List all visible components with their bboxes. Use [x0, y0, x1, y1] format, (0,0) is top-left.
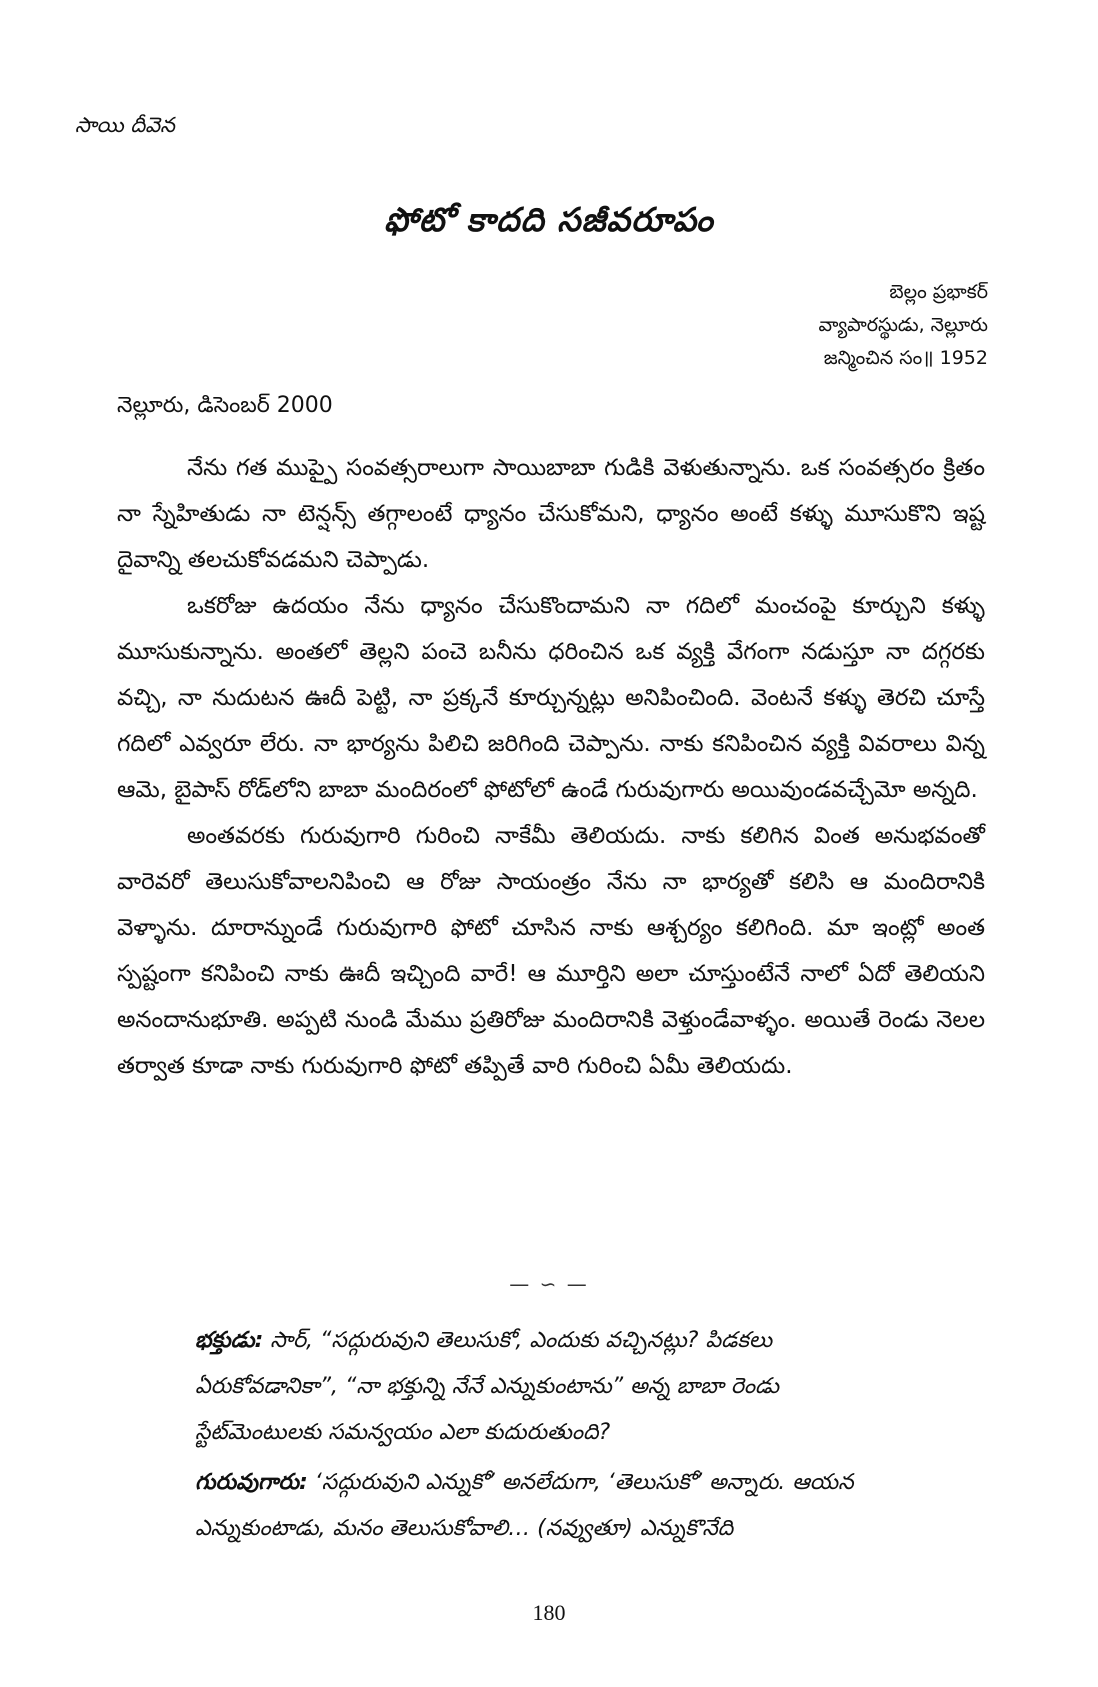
- body-paragraph: నేను గత ముప్పై సంవత్సరాలుగా సాయిబాబా గుడికి వెళుతున్నాను. ఒక సంవత్సరం క్రితం నా స్నేహితుడు నా టెన్షన్స్ తగ్గాలంటే ధ్యానం చేసుకోమని, ధ్యానం అంటే కళ్ళు మూసుకొని ఇష్ట దైవాన్ని తలచుకోవడమని చెప్పాడు.: [117, 455, 985, 573]
- qa-section: [195, 1318, 900, 1556]
- running-head: సాయి దీవెన: [75, 113, 175, 137]
- qa-entry: [195, 1318, 900, 1456]
- author-block: [819, 276, 988, 375]
- qa-text: సార్, “సద్గురువుని తెలుసుకో, ఎందుకు వచ్చినట్లు? పిడకలు ఏరుకోవడానికా”, “నా భక్తున్ని నేనే ఎన్నుకుంటాను” అన్న బాబా రెండు స్టేట్‌మెంటులకు సమన్వయం ఎలా కుదురుతుంది?: [195, 1328, 779, 1445]
- qa-entry: [195, 1460, 900, 1552]
- qa-text: ‘సద్గురువుని ఎన్నుకో’ అనలేదుగా, ‘తెలుసుకో’ అన్నారు. ఆయన ఎన్నుకుంటాడు, మనం తెలుసుకోవాలి… (నవ్వుతూ) ఎన్నుకొనేది: [195, 1470, 854, 1541]
- qa-speaker-guru: గురువుగారు:: [195, 1470, 308, 1495]
- page-number: 180: [532, 1600, 566, 1625]
- author-occupation: వ్యాపారస్థుడు, నెల్లూరు: [818, 314, 988, 336]
- author-birth-year: జన్మించిన సం॥ 1952: [823, 347, 988, 369]
- dateline: నెల్లూరు, డిసెంబర్ 2000: [117, 393, 333, 418]
- body-paragraph: అంతవరకు గురువుగారి గురించి నాకేమీ తెలియదు. నాకు కలిగిన వింత అనుభవంతో వారెవరో తెలుసుకోవాలనిపించి ఆ రోజు సాయంత్రం నేను నా భార్యతో కలిసి ఆ మందిరానికి వెళ్ళాను. దూరాన్నుండే గురువుగారి ఫోటో చూసిన నాకు ఆశ్చర్యం కలిగింది. మా ఇంట్లో అంత స్పష్టంగా కనిపించి నాకు ఊదీ ఇచ్చింది వారే! ఆ మూర్తిని అలా చూస్తుంటేనే నాలో ఏదో తెలియని అనందానుభూతి. అప్పటి నుండి మేము ప్రతిరోజు మందిరానికి వెళ్తుండేవాళ్ళం. అయితే రెండు నెలల తర్వాత కూడా నాకు గురువుగారి ఫోటో తప్పితే వారి గురించి ఏమీ తెలియదు.: [117, 823, 985, 1079]
- qa-speaker-devotee: భక్తుడు:: [195, 1328, 264, 1353]
- article-body: [117, 445, 985, 1089]
- author-name: బెల్లం ప్రభాకర్: [889, 281, 988, 303]
- article-title: ఫోటో కాదది సజీవరూపం: [384, 200, 714, 239]
- section-divider-ornament: — ∽ —: [509, 1272, 589, 1296]
- body-paragraph: ఒకరోజు ఉదయం నేను ధ్యానం చేసుకొందామని నా గదిలో మంచంపై కూర్చుని కళ్ళు మూసుకున్నాను. అంతలో తెల్లని పంచె బనీను ధరించిన ఒక వ్యక్తి వేగంగా నడుస్తూ నా దగ్గరకు వచ్చి, నా నుదుటన ఊదీ పెట్టి, నా ప్రక్కనే కూర్చున్నట్లు అనిపించింది. వెంటనే కళ్ళు తెరచి చూస్తే గదిలో ఎవ్వరూ లేరు. నా భార్యను పిలిచి జరిగింది చెప్పాను. నాకు కనిపించిన వ్యక్తి వివరాలు విన్న ఆమె, బైపాస్ రోడ్‌లోని బాబా మందిరంలో ఫోటోలో ఉండే గురువుగారు అయివుండవచ్చేమో అన్నది.: [117, 593, 985, 803]
